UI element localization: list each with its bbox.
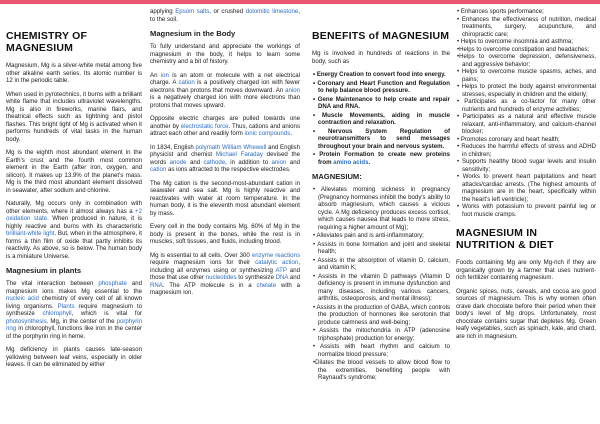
keyword-link[interactable]: dolomitic limestone [245, 8, 299, 15]
list-item: • Coronary and Heart Function and Regulation to help balance blood pressure. [313, 79, 450, 94]
paragraph [150, 8, 300, 23]
text: with a magnesium ion. [150, 281, 300, 296]
text: Opposite electric charges are pulled towards one another by [150, 115, 300, 130]
reactions-list [312, 71, 450, 166]
text: require magnesium to synthesize [6, 302, 142, 317]
paragraph: Magnesium, Mg is a silver-white metal among five other alkaline earth series. Its atomic number is 12 in the periodic table. [6, 62, 142, 84]
list-item: • Alleviates morning sickness in pregnancy (Pregnancy hormones inhibit the body's ability to absorb magnesium, which causes a vicious cycle. A Mg deficiency produces excess cortisol, which causes nausea that leads to more stress, requiring a higher amount of Mg); [313, 186, 450, 231]
benefits-heading: BENEFITS of MAGNESIUM [312, 30, 450, 42]
keyword-link[interactable]: polymath [195, 143, 221, 151]
column-nutrition [456, 8, 596, 422]
keyword-link[interactable]: DNA [275, 274, 289, 281]
list-item: • Energy Creation to convert food into energy. [313, 71, 446, 78]
keyword-link[interactable]: anion [271, 158, 287, 166]
list-item: • Enhances sports performance; [457, 8, 544, 15]
text: , to the soil. [150, 8, 300, 23]
list-item: •Helps to overcome constipation and headaches; [457, 45, 590, 53]
list-item: • Assists in the absorption of vitamin D, calcium, and vitamin K; [313, 256, 450, 271]
keyword-link[interactable]: Michael Faraday [215, 151, 263, 158]
text: and those that use other [150, 266, 300, 281]
paragraph: Foods containing Mg are only Mg-rich if they are organically grown by a farmer that uses nutrient-rich fertilizer containing magnesium. [456, 259, 596, 281]
keyword-link[interactable]: William Whewell [221, 143, 267, 151]
text: chemistry of every cell of all known living organisms. [6, 295, 142, 310]
list-item: • Assists the mitochondria in ATP (adenosine triphosphate) production for energy; [313, 327, 450, 342]
list-item: • Works to prevent heart palpitations and heart attacks/cardiac arrests. (The highest amounts of magnesium are in the heart, specifically within the heart's left ventricle); [457, 173, 596, 203]
keyword-link[interactable]: photosynthesis [6, 317, 47, 325]
keyword-link[interactable]: RNA [150, 281, 163, 289]
paragraph [150, 72, 300, 110]
text: Mg is essential to all cells. Over 300 [150, 251, 252, 259]
keyword-link[interactable]: phosphate [98, 280, 127, 287]
text: . [290, 130, 292, 137]
plants-heading: Magnesium in plants [6, 266, 82, 275]
list-item: • Enhances the effectiveness of nutrition, medical treatments, surgery, acupuncture, and chiropractic care; [457, 15, 596, 38]
keyword-link[interactable]: anode [169, 158, 187, 166]
list-item [312, 151, 450, 166]
text: require magnesium ions for their [150, 259, 256, 266]
text: In 1834, English [150, 143, 196, 151]
paragraph [6, 280, 142, 340]
text: The vital interaction between [6, 280, 99, 287]
text: in chlorophyll, functions like iron in the center of the porphyrin ring in heme. [6, 325, 142, 340]
keyword-link[interactable]: anion [285, 86, 300, 94]
magnesium-subheading: MAGNESIUM: [312, 172, 362, 181]
text: , in addition to [225, 158, 272, 166]
list-item: • Assists in the vitamin D pathways (Vitamin D deficiency is present in immune dysfunction and many diseases, including various cancers, arthritis, osteoporosis, and mental illness); [313, 272, 450, 302]
nutrition-heading: MAGNESIUM IN NUTRITION & DIET [456, 227, 554, 251]
list-item: • Muscle Movements, aiding in muscle contraction and relaxation. [313, 111, 450, 126]
column-chemistry [6, 8, 142, 422]
keyword-link[interactable]: ion [160, 71, 169, 79]
text: . [368, 158, 371, 166]
text: devised the words [150, 151, 300, 166]
paragraph: When used in pyrotechnics, it burns with a brilliant white flame that includes ultraviolet wavelengths. Mg is also in fireworks, marine flairs, and theatrical effects such as lightning and pistol flashes. This bright light of Mg is activated when it performs hundreds of vital tasks in the human body. [6, 90, 142, 143]
keyword-link[interactable]: electrostatic force [180, 122, 229, 130]
top-accent-bar [0, 0, 600, 4]
list-item: • Reduces the harmful effects of stress and ADHD in children; [457, 143, 596, 158]
text: • Protein Formation to create new proteins from [313, 151, 450, 166]
keyword-link[interactable]: +2 oxidation state [6, 207, 142, 222]
text: . The ATP molecule is in a [162, 281, 257, 289]
paragraph [150, 115, 300, 138]
list-item: • Assists in the production of GABA, which controls the production of hormones like serotonin that produce calmness and well-being; [313, 303, 450, 326]
benefits-list [312, 186, 450, 382]
text: is a negatively charged ion with more electrons than protons that moves upward. [150, 94, 300, 109]
keyword-link[interactable]: porphyrin ring [6, 317, 142, 332]
list-item: • Helps to overcome muscle spasms, aches, and pains; [457, 68, 596, 83]
keyword-link[interactable]: Epsom salts [175, 8, 210, 15]
paragraph [150, 144, 300, 174]
text: Naturally, Mg occurs only in combination with other elements, where it almost always has a [6, 200, 142, 215]
text: , which is vital for [71, 310, 142, 317]
keyword-link[interactable]: enzyme reactions [251, 251, 300, 259]
list-item: • Gene Maintenance to help create and repair DNA and RNA. [313, 95, 450, 110]
text: to synthesize [236, 274, 276, 281]
paragraph: Mg is involved in hundreds of reactions in the body, such as [312, 50, 450, 65]
paragraph: Mg deficiency in plants causes late-season yellowing between leaf veins, especially in older leaves. It can be eliminated by either [6, 346, 142, 368]
keyword-link[interactable]: nucleic acid [6, 295, 39, 302]
list-item: • Alleviates pain and is anti-inflammatory; [313, 232, 424, 239]
keyword-link[interactable]: nucleotides [205, 274, 237, 281]
text: and [288, 274, 300, 281]
paragraph: Mg is the eighth most abundant element in the Earth's crust and the fourth most common element in the Earth (after iron, oxygen, and silicon). It makes up 13.9% of the planet's mass. Mg is the third most abundant element dissolved in seawater, after sodium and chlorine. [6, 149, 142, 194]
paragraph: Every cell in the body contains Mg. 60% of Mg in the body is present in the bones, while the rest is in muscles, soft tissues, and fluids, including blood. [150, 223, 300, 245]
benefits-list-continued [456, 8, 596, 218]
column-benefits [312, 8, 450, 422]
paragraph: The Mg cation is the second-most-abundant cation in seawater and sea salt. Mg is highly reactive and reactivates with water at room temperature. In the human body, it is the eleventh most abundant element by mass. [150, 179, 300, 217]
keyword-link[interactable]: cation [150, 166, 167, 173]
list-item: • Assists in bone formation and joint and skeletal health; [313, 240, 450, 255]
text: . When produced in nature, it is highly reactive and burns with its characteristic [6, 215, 142, 230]
text: applying [150, 8, 176, 15]
keyword-link[interactable]: ATP [275, 266, 287, 274]
list-item: • Participates as a natural and effective muscle relaxant, anti-inflammatory, and calcium-channel blocker; [457, 113, 596, 135]
paragraph [150, 252, 300, 297]
list-item: •Dilates the blood vessels to allow blood flow to the extremities, benefiting people with Raynaud's syndrome; [313, 359, 450, 381]
text: is an atom or molecule with a net electrical charge. A [150, 71, 300, 86]
column-body [150, 8, 300, 422]
keyword-link[interactable]: cation [178, 79, 195, 86]
list-item: • Helps to protect the body against environmental stresses, especially in children and the elderly; [457, 83, 596, 98]
text: and English physicist and chemist [150, 143, 300, 158]
list-item: • Nervous System Regulation of neurotransmitters to send messages throughout your brain and nervous system. [313, 127, 450, 150]
text: and [186, 158, 204, 166]
text: . But, when in the atmosphere, it forms a thin film of oxide that partly inhibits its reactivity. As above, so is below. The human body is a miniature Universe. [6, 230, 142, 260]
keyword-link[interactable]: brilliant-white light [6, 230, 55, 237]
list-item: • Participates as a co-factor for many other nutrients and hundreds of enzyme activities; [457, 98, 596, 113]
text: . Thus, cations and anions attract each other and readily form [150, 122, 300, 137]
paragraph: To fully understand and appreciate the workings of magnesium in the body, it helps to learn some chemistry and a bit of history. [150, 43, 300, 65]
text: and [286, 158, 300, 166]
list-item: • Supports healthy blood sugar levels and insulin sensitivity; [457, 158, 596, 173]
body-heading: Magnesium in the Body [150, 29, 236, 38]
keyword-link[interactable]: catalytic action [255, 259, 299, 266]
list-item: • Helps to overcome insomnia and asthma; [457, 38, 573, 45]
list-item: • Promotes coronary and heart health; [457, 135, 560, 143]
keyword-link[interactable]: Plants [57, 302, 75, 310]
keyword-link[interactable]: amino acids [333, 158, 369, 166]
text: and magnesium ions makes Mg essential to the [6, 280, 142, 295]
keyword-link[interactable]: ionic compounds [244, 130, 291, 137]
chemistry-heading: CHEMISTRY OF MAGNESIUM [6, 30, 88, 54]
text: is a positively charged ion with fewer electrons than protons that moves downward. An [150, 79, 300, 94]
keyword-link[interactable]: chelate [256, 281, 277, 289]
text: , or crushed [209, 8, 246, 15]
keyword-link[interactable]: chlorophyll [42, 310, 72, 317]
list-item: •Helps to overcome depression, defensiveness, and aggressive behavior; [457, 53, 596, 68]
keyword-link[interactable]: cathode [203, 158, 226, 166]
paragraph: Organic spices, nuts, cereals, and cocoa are good sources of magnesium. This is why women often crave dark chocolate before their period when their body's level of Mg drops. Unfortunately, most chocolate contains sugar that depletes Mg. Green leafy vegetables, such as spinach, kale, and chard, are rich in magnesium. [456, 287, 596, 340]
text: , including all enzymes using or synthesizing [150, 259, 300, 274]
list-item: • Works with potassium to prevent painful leg or foot muscle cramps. [457, 203, 596, 218]
paragraph [6, 200, 142, 260]
list-item: • Assists with heart rhythm and calcium to normalize blood pressure; [313, 343, 450, 358]
text: An [150, 71, 161, 79]
text: as ions attracted to the respective electrodes. [166, 166, 291, 173]
text: . Mg, in the center of the [46, 317, 117, 325]
